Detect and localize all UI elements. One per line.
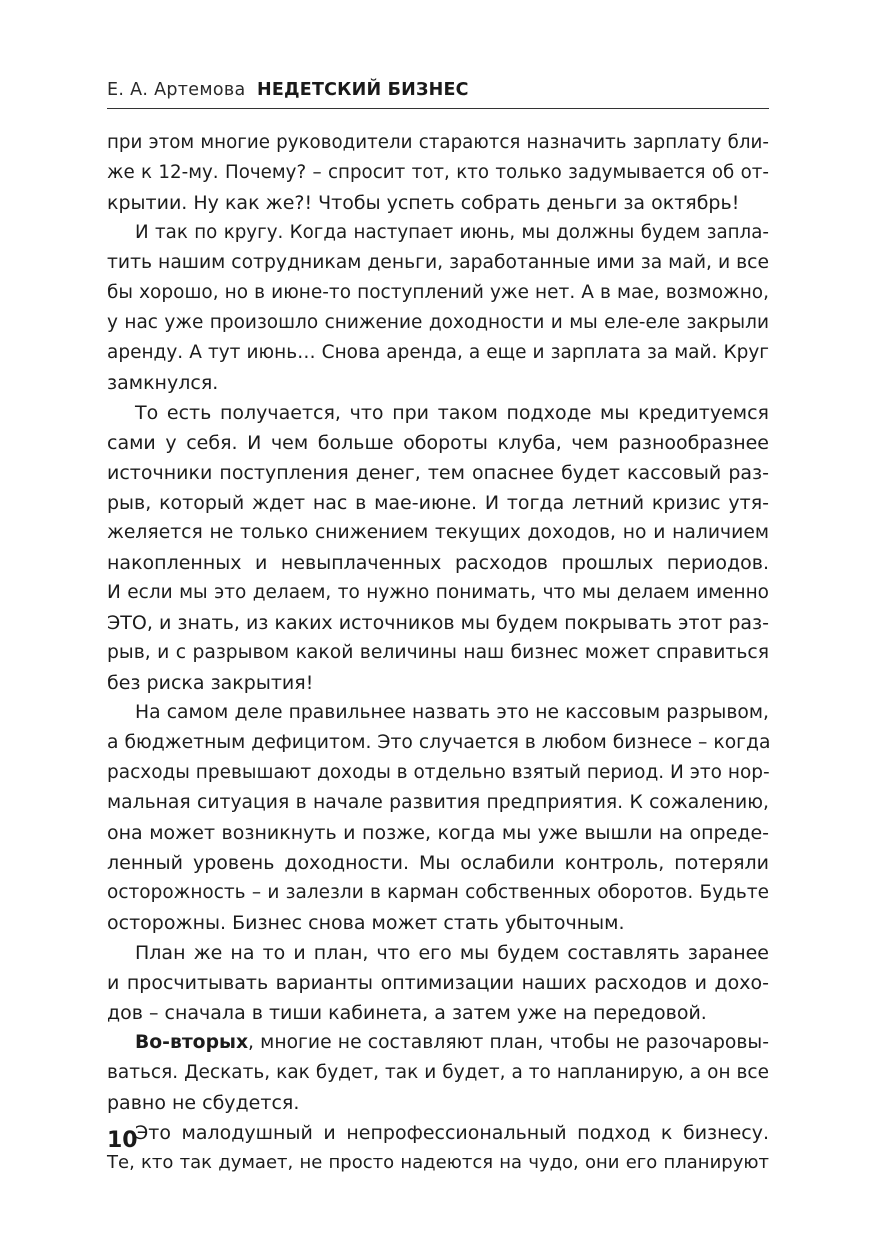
text-line: же к 12-му. Почему? – спросит тот, кто только задумывается об от- bbox=[107, 162, 769, 183]
text-line: она может возникнуть и позже, когда мы уже вышли на опреде- bbox=[107, 822, 769, 844]
text-line: План же на то и план, что его мы будем составлять заранее bbox=[135, 942, 769, 964]
text-line: осторожность – и залезли в карман собственных оборотов. Будьте bbox=[107, 882, 769, 903]
text-line: рыв, который ждет нас в мае-июне. И тогда летний кризис утя- bbox=[107, 492, 769, 514]
text-line: ленный уровень доходности. Мы ослабили контроль, потеряли bbox=[107, 852, 769, 874]
text-line: ЭТО, и знать, из каких источников мы будем покрывать этот раз- bbox=[107, 612, 769, 634]
text-line: и просчитывать варианты оптимизации наших расходов и дохо- bbox=[107, 972, 769, 994]
text-line: дов – сначала в тиши кабинета, а затем уже на передовой. bbox=[107, 1002, 707, 1024]
text-line: На самом деле правильнее назвать это не кассовым разрывом, bbox=[135, 702, 769, 723]
text-line: И так по кругу. Когда наступает июнь, мы должны будем запла- bbox=[135, 222, 769, 243]
text-line: осторожны. Бизнес снова может стать убыточным. bbox=[107, 912, 625, 934]
text-line: И если мы это делаем, то нужно понимать, что мы делаем именно bbox=[107, 582, 769, 603]
text-line: расходы превышают доходы в отдельно взятый период. И это нор- bbox=[107, 762, 770, 783]
text-line: мальная ситуация в начале развития предприятия. К сожалению, bbox=[107, 792, 769, 813]
text-line: аренду. А тут июнь… Снова аренда, а еще и зарплата за май. Круг bbox=[107, 342, 769, 363]
text-span: , многие не составляют план, чтобы не разочаровы- bbox=[248, 1032, 769, 1053]
text-line: а бюджетным дефицитом. Это случается в любом бизнесе – когда bbox=[107, 732, 771, 753]
body-text bbox=[107, 128, 769, 1178]
text-line: Это малодушный и непрофессиональный подход к бизнесу. bbox=[135, 1122, 769, 1144]
text-line: бы хорошо, но в июне-то поступлений уже нет. А в мае, возможно, bbox=[107, 282, 769, 303]
text-line: источники поступления денег, тем опаснее будет кассовый раз- bbox=[107, 462, 769, 484]
text-line: при этом многие руководители стараются назначить зарплату бли- bbox=[107, 132, 769, 153]
text-line: замкнулся. bbox=[107, 372, 219, 394]
text-line: Те, кто так думает, не просто надеются на чудо, они его планируют bbox=[107, 1152, 769, 1173]
text-line: тить нашим сотрудникам деньги, заработанные ими за май, и все bbox=[107, 252, 769, 273]
page-number: 10 bbox=[107, 1128, 138, 1153]
text-line: ваться. Дескать, как будет, так и будет, а то напланирую, а он все bbox=[107, 1062, 769, 1083]
text-line: крытии. Ну как же?! Чтобы успеть собрать деньги за октябрь! bbox=[107, 192, 740, 214]
author-name: Е. А. Артемова bbox=[107, 80, 246, 100]
text-line: рыв, и с разрывом какой величины наш бизнес может справиться bbox=[107, 642, 769, 663]
text-line: без риска закрытия! bbox=[107, 672, 314, 694]
text-line: сами у себя. И чем больше обороты клуба, чем разнообразнее bbox=[107, 432, 769, 454]
text-line: желяется не только снижением текущих доходов, но и наличием bbox=[107, 522, 769, 543]
book-title: НЕДЕТСКИЙ БИЗНЕС bbox=[257, 80, 469, 100]
text-line: То есть получается, что при таком подходе мы кредитуемся bbox=[135, 402, 769, 424]
text-line: накопленных и невыплаченных расходов прошлых периодов. bbox=[107, 552, 769, 574]
text-line: равно не сбудется. bbox=[107, 1092, 300, 1114]
emphasis-term: Во-вторых bbox=[135, 1032, 249, 1053]
running-header bbox=[107, 76, 769, 109]
text-line bbox=[107, 1028, 769, 1058]
text-line: у нас уже произошло снижение доходности и мы еле-еле закрыли bbox=[107, 312, 769, 333]
